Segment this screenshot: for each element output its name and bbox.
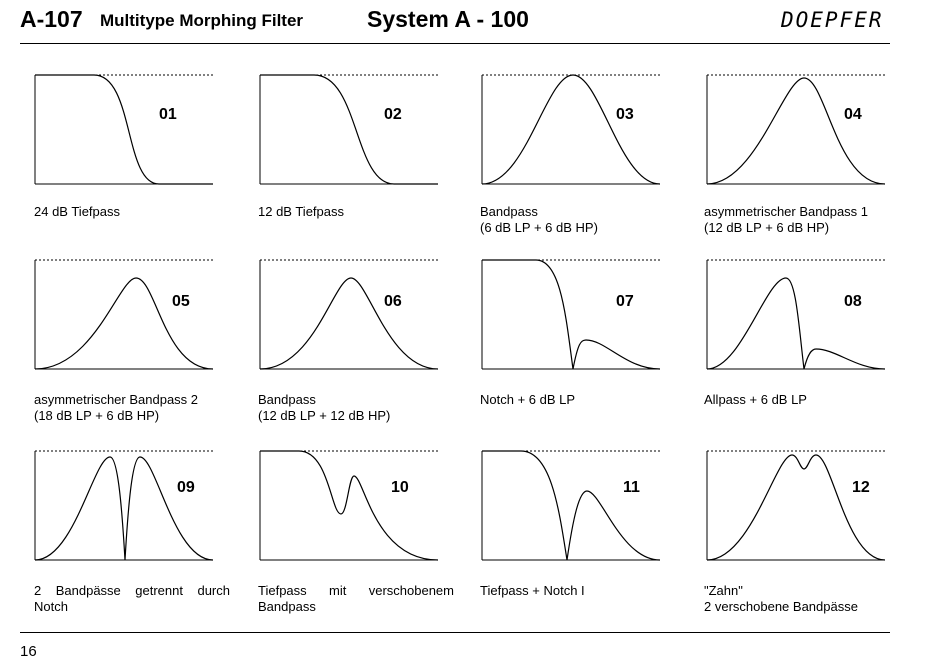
caption-08 <box>704 392 900 408</box>
caption-01 <box>34 204 230 220</box>
response-graph-03 <box>481 73 661 185</box>
response-graph-04 <box>706 73 886 185</box>
caption-04-line1: asymmetrischer Bandpass 1 <box>704 204 869 219</box>
caption-02-line1: 12 dB Tiefpass <box>258 204 344 219</box>
curve-07 <box>482 260 660 369</box>
response-graph-01 <box>34 73 214 185</box>
caption-03-line1: Bandpass <box>480 204 538 219</box>
curve-12 <box>707 455 885 560</box>
curve-01 <box>35 75 213 184</box>
curve-03 <box>482 75 660 184</box>
filter-number-02: 02 <box>384 106 402 123</box>
caption-10 <box>258 583 454 615</box>
curve-05 <box>35 278 213 369</box>
caption-09-line2: Notch <box>34 599 68 614</box>
curve-02 <box>260 75 438 184</box>
caption-11-line1: Tiefpass + Notch I <box>480 583 585 598</box>
response-graph-11 <box>481 449 661 561</box>
caption-12 <box>704 583 900 615</box>
response-graph-12 <box>706 449 886 561</box>
caption-08-line1: Allpass + 6 dB LP <box>704 392 807 407</box>
brand-logo: DOEPFER <box>781 8 884 32</box>
filter-number-11: 11 <box>623 479 640 496</box>
caption-09 <box>34 583 230 615</box>
curve-08 <box>707 278 885 369</box>
system-title: System A - 100 <box>367 6 529 32</box>
curve-11 <box>482 451 660 560</box>
response-graph-07 <box>481 258 661 370</box>
response-graph-09 <box>34 449 214 561</box>
caption-04-line2: (12 dB LP + 6 dB HP) <box>704 220 830 235</box>
response-graph-06 <box>259 258 439 370</box>
filter-number-10: 10 <box>391 479 409 496</box>
curve-04 <box>707 78 885 184</box>
caption-07 <box>480 392 676 408</box>
caption-02 <box>258 204 454 220</box>
filter-number-09: 09 <box>177 479 195 496</box>
caption-03 <box>480 204 676 236</box>
caption-10-line1: Tiefpass mit verschobenem <box>258 583 454 598</box>
response-graph-08 <box>706 258 886 370</box>
filter-number-08: 08 <box>844 293 862 310</box>
caption-01-line1: 24 dB Tiefpass <box>34 204 120 219</box>
module-name: Multitype Morphing Filter <box>100 11 304 30</box>
filter-number-04: 04 <box>844 106 862 123</box>
module-number: A-107 <box>20 6 83 32</box>
caption-03-line2: (6 dB LP + 6 dB HP) <box>480 220 598 235</box>
filter-number-03: 03 <box>616 106 634 123</box>
caption-09-line1: 2 Bandpässe getrennt durch <box>34 583 230 598</box>
curve-10 <box>260 451 438 560</box>
response-graph-05 <box>34 258 214 370</box>
page-number: 16 <box>20 643 37 660</box>
caption-05-line1: asymmetrischer Bandpass 2 <box>34 392 199 407</box>
caption-06-line1: Bandpass <box>258 392 316 407</box>
filter-number-12: 12 <box>852 479 870 496</box>
caption-10-line2: Bandpass <box>258 599 316 614</box>
footer-rule <box>20 632 890 633</box>
filter-number-05: 05 <box>172 293 190 310</box>
caption-12-line2: 2 verschobene Bandpässe <box>704 599 858 614</box>
filter-number-06: 06 <box>384 293 402 310</box>
caption-11 <box>480 583 676 599</box>
caption-07-line1: Notch + 6 dB LP <box>480 392 576 407</box>
caption-06 <box>258 392 454 424</box>
curve-06 <box>260 278 438 369</box>
filter-number-07: 07 <box>616 293 634 310</box>
filter-number-01: 01 <box>159 106 177 123</box>
response-graph-10 <box>259 449 439 561</box>
response-graph-02 <box>259 73 439 185</box>
curve-09 <box>35 457 213 560</box>
caption-05-line2: (18 dB LP + 6 dB HP) <box>34 408 160 423</box>
caption-05 <box>34 392 230 424</box>
caption-04 <box>704 204 900 236</box>
caption-06-line2: (12 dB LP + 12 dB HP) <box>258 408 391 423</box>
caption-12-line1: "Zahn" <box>704 583 743 598</box>
header-rule <box>20 43 890 44</box>
